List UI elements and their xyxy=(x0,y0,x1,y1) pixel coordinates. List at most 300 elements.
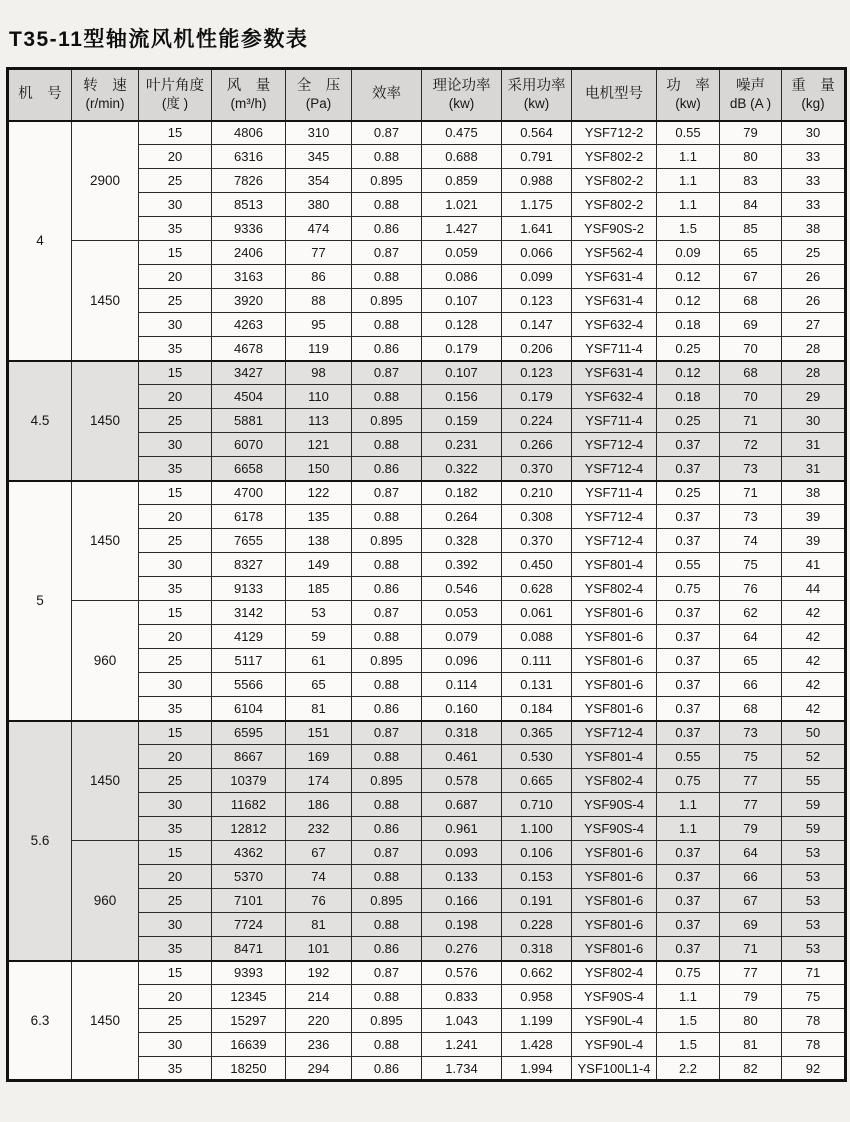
cell-machine-no: 4 xyxy=(8,121,72,361)
cell-theoretical-power: 1.241 xyxy=(422,1033,502,1057)
cell-adopted-power: 0.662 xyxy=(502,961,572,985)
cell-noise: 73 xyxy=(720,457,782,481)
cell-total-pressure: 294 xyxy=(286,1057,352,1081)
cell-theoretical-power: 1.021 xyxy=(422,193,502,217)
col-header-noise xyxy=(720,69,782,121)
cell-theoretical-power: 0.475 xyxy=(422,121,502,145)
cell-total-pressure: 101 xyxy=(286,937,352,961)
cell-weight: 53 xyxy=(782,841,846,865)
cell-motor-model: YSF801-6 xyxy=(572,841,657,865)
cell-weight: 30 xyxy=(782,409,846,433)
cell-noise: 68 xyxy=(720,289,782,313)
cell-blade-angle: 20 xyxy=(139,745,212,769)
cell-noise: 71 xyxy=(720,937,782,961)
cell-theoretical-power: 0.276 xyxy=(422,937,502,961)
cell-motor-model: YSF90S-4 xyxy=(572,985,657,1009)
cell-motor-power: 0.37 xyxy=(657,505,720,529)
cell-motor-power: 0.12 xyxy=(657,289,720,313)
cell-blade-angle: 30 xyxy=(139,553,212,577)
cell-motor-model: YSF631-4 xyxy=(572,289,657,313)
cell-theoretical-power: 0.179 xyxy=(422,337,502,361)
cell-weight: 31 xyxy=(782,457,846,481)
cell-efficiency: 0.87 xyxy=(352,961,422,985)
cell-adopted-power: 1.100 xyxy=(502,817,572,841)
cell-noise: 76 xyxy=(720,577,782,601)
cell-adopted-power: 0.958 xyxy=(502,985,572,1009)
header-line: 噪声 xyxy=(736,77,765,94)
cell-efficiency: 0.86 xyxy=(352,457,422,481)
cell-blade-angle: 35 xyxy=(139,817,212,841)
cell-motor-model: YSF802-4 xyxy=(572,961,657,985)
cell-adopted-power: 0.665 xyxy=(502,769,572,793)
cell-efficiency: 0.88 xyxy=(352,265,422,289)
cell-theoretical-power: 0.107 xyxy=(422,361,502,385)
col-header-motor-model xyxy=(572,69,657,121)
table-row xyxy=(8,121,846,145)
cell-motor-model: YSF802-4 xyxy=(572,769,657,793)
cell-motor-power: 0.09 xyxy=(657,241,720,265)
cell-total-pressure: 122 xyxy=(286,481,352,505)
col-header-total-pressure xyxy=(286,69,352,121)
cell-total-pressure: 474 xyxy=(286,217,352,241)
header-line: 采用功率 xyxy=(507,77,566,94)
cell-air-volume: 5117 xyxy=(212,649,286,673)
cell-noise: 67 xyxy=(720,265,782,289)
cell-weight: 38 xyxy=(782,481,846,505)
cell-total-pressure: 67 xyxy=(286,841,352,865)
cell-weight: 52 xyxy=(782,745,846,769)
cell-total-pressure: 220 xyxy=(286,1009,352,1033)
cell-efficiency: 0.88 xyxy=(352,865,422,889)
cell-total-pressure: 86 xyxy=(286,265,352,289)
cell-theoretical-power: 0.322 xyxy=(422,457,502,481)
cell-air-volume: 12812 xyxy=(212,817,286,841)
cell-weight: 25 xyxy=(782,241,846,265)
cell-total-pressure: 138 xyxy=(286,529,352,553)
cell-speed: 1450 xyxy=(72,361,139,481)
cell-theoretical-power: 0.059 xyxy=(422,241,502,265)
header-line: 效率 xyxy=(372,86,401,103)
cell-speed: 960 xyxy=(72,841,139,961)
cell-weight: 78 xyxy=(782,1033,846,1057)
cell-noise: 73 xyxy=(720,505,782,529)
cell-theoretical-power: 0.093 xyxy=(422,841,502,865)
cell-noise: 77 xyxy=(720,961,782,985)
cell-total-pressure: 150 xyxy=(286,457,352,481)
cell-weight: 42 xyxy=(782,625,846,649)
cell-machine-no: 5 xyxy=(8,481,72,721)
cell-adopted-power: 1.199 xyxy=(502,1009,572,1033)
cell-air-volume: 7724 xyxy=(212,913,286,937)
cell-weight: 92 xyxy=(782,1057,846,1081)
cell-weight: 42 xyxy=(782,649,846,673)
cell-motor-model: YSF801-6 xyxy=(572,697,657,721)
cell-noise: 65 xyxy=(720,241,782,265)
header-line: (m³/h) xyxy=(230,95,267,111)
cell-air-volume: 8471 xyxy=(212,937,286,961)
cell-motor-model: YSF801-6 xyxy=(572,673,657,697)
cell-air-volume: 3163 xyxy=(212,265,286,289)
col-header-theoretical-power xyxy=(422,69,502,121)
cell-noise: 79 xyxy=(720,121,782,145)
cell-efficiency: 0.86 xyxy=(352,577,422,601)
cell-total-pressure: 53 xyxy=(286,601,352,625)
cell-blade-angle: 15 xyxy=(139,121,212,145)
cell-air-volume: 4700 xyxy=(212,481,286,505)
cell-weight: 27 xyxy=(782,313,846,337)
cell-blade-angle: 20 xyxy=(139,265,212,289)
cell-efficiency: 0.88 xyxy=(352,193,422,217)
cell-theoretical-power: 0.264 xyxy=(422,505,502,529)
table-row xyxy=(8,961,846,985)
cell-theoretical-power: 1.427 xyxy=(422,217,502,241)
cell-adopted-power: 0.088 xyxy=(502,625,572,649)
cell-efficiency: 0.86 xyxy=(352,817,422,841)
cell-total-pressure: 65 xyxy=(286,673,352,697)
cell-theoretical-power: 0.546 xyxy=(422,577,502,601)
cell-blade-angle: 35 xyxy=(139,937,212,961)
cell-motor-power: 0.37 xyxy=(657,865,720,889)
cell-adopted-power: 0.123 xyxy=(502,289,572,313)
cell-motor-power: 0.75 xyxy=(657,577,720,601)
cell-noise: 64 xyxy=(720,625,782,649)
cell-noise: 64 xyxy=(720,841,782,865)
header-line: (kw) xyxy=(523,95,550,111)
cell-total-pressure: 119 xyxy=(286,337,352,361)
cell-adopted-power: 0.147 xyxy=(502,313,572,337)
cell-motor-model: YSF801-6 xyxy=(572,913,657,937)
cell-motor-model: YSF712-4 xyxy=(572,457,657,481)
cell-motor-power: 0.37 xyxy=(657,457,720,481)
cell-weight: 31 xyxy=(782,433,846,457)
cell-blade-angle: 15 xyxy=(139,841,212,865)
cell-air-volume: 4678 xyxy=(212,337,286,361)
cell-efficiency: 0.87 xyxy=(352,361,422,385)
cell-blade-angle: 25 xyxy=(139,169,212,193)
cell-total-pressure: 135 xyxy=(286,505,352,529)
cell-noise: 80 xyxy=(720,1009,782,1033)
cell-theoretical-power: 0.053 xyxy=(422,601,502,625)
cell-adopted-power: 0.450 xyxy=(502,553,572,577)
cell-blade-angle: 25 xyxy=(139,889,212,913)
cell-noise: 79 xyxy=(720,985,782,1009)
cell-noise: 73 xyxy=(720,721,782,745)
cell-noise: 69 xyxy=(720,313,782,337)
cell-motor-model: YSF90S-2 xyxy=(572,217,657,241)
cell-motor-power: 0.37 xyxy=(657,625,720,649)
cell-motor-model: YSF802-2 xyxy=(572,193,657,217)
col-header-weight xyxy=(782,69,846,121)
cell-motor-power: 1.5 xyxy=(657,1009,720,1033)
header-line: (kw) xyxy=(448,95,475,111)
cell-air-volume: 15297 xyxy=(212,1009,286,1033)
cell-weight: 29 xyxy=(782,385,846,409)
cell-adopted-power: 0.370 xyxy=(502,529,572,553)
cell-theoretical-power: 0.328 xyxy=(422,529,502,553)
cell-blade-angle: 15 xyxy=(139,721,212,745)
cell-motor-model: YSF802-4 xyxy=(572,577,657,601)
cell-adopted-power: 0.099 xyxy=(502,265,572,289)
cell-blade-angle: 20 xyxy=(139,385,212,409)
cell-speed: 1450 xyxy=(72,721,139,841)
cell-theoretical-power: 0.160 xyxy=(422,697,502,721)
cell-efficiency: 0.88 xyxy=(352,625,422,649)
cell-blade-angle: 30 xyxy=(139,193,212,217)
cell-theoretical-power: 0.461 xyxy=(422,745,502,769)
cell-motor-model: YSF631-4 xyxy=(572,361,657,385)
cell-air-volume: 5370 xyxy=(212,865,286,889)
col-header-efficiency xyxy=(352,69,422,121)
cell-motor-model: YSF801-6 xyxy=(572,625,657,649)
cell-adopted-power: 0.184 xyxy=(502,697,572,721)
cell-speed: 1450 xyxy=(72,961,139,1081)
table-body xyxy=(8,121,846,1081)
cell-air-volume: 3920 xyxy=(212,289,286,313)
cell-motor-power: 2.2 xyxy=(657,1057,720,1081)
cell-adopted-power: 1.994 xyxy=(502,1057,572,1081)
cell-speed: 2900 xyxy=(72,121,139,241)
cell-machine-no: 5.6 xyxy=(8,721,72,961)
cell-total-pressure: 113 xyxy=(286,409,352,433)
cell-adopted-power: 0.210 xyxy=(502,481,572,505)
cell-motor-power: 1.1 xyxy=(657,169,720,193)
table-header-row xyxy=(8,69,846,121)
cell-machine-no: 4.5 xyxy=(8,361,72,481)
cell-motor-model: YSF801-4 xyxy=(572,745,657,769)
cell-efficiency: 0.88 xyxy=(352,673,422,697)
cell-weight: 71 xyxy=(782,961,846,985)
cell-total-pressure: 185 xyxy=(286,577,352,601)
cell-blade-angle: 15 xyxy=(139,241,212,265)
cell-motor-power: 0.25 xyxy=(657,409,720,433)
cell-adopted-power: 0.228 xyxy=(502,913,572,937)
cell-motor-power: 0.37 xyxy=(657,601,720,625)
cell-air-volume: 7826 xyxy=(212,169,286,193)
cell-motor-model: YSF712-4 xyxy=(572,721,657,745)
cell-total-pressure: 236 xyxy=(286,1033,352,1057)
cell-noise: 79 xyxy=(720,817,782,841)
cell-noise: 68 xyxy=(720,361,782,385)
cell-efficiency: 0.88 xyxy=(352,913,422,937)
cell-blade-angle: 15 xyxy=(139,961,212,985)
cell-weight: 53 xyxy=(782,937,846,961)
cell-weight: 59 xyxy=(782,817,846,841)
cell-blade-angle: 25 xyxy=(139,529,212,553)
cell-blade-angle: 20 xyxy=(139,145,212,169)
cell-noise: 82 xyxy=(720,1057,782,1081)
cell-air-volume: 7655 xyxy=(212,529,286,553)
cell-total-pressure: 310 xyxy=(286,121,352,145)
cell-efficiency: 0.88 xyxy=(352,985,422,1009)
cell-blade-angle: 20 xyxy=(139,985,212,1009)
cell-motor-power: 0.37 xyxy=(657,697,720,721)
cell-adopted-power: 0.061 xyxy=(502,601,572,625)
cell-noise: 80 xyxy=(720,145,782,169)
cell-total-pressure: 380 xyxy=(286,193,352,217)
cell-theoretical-power: 0.133 xyxy=(422,865,502,889)
cell-efficiency: 0.86 xyxy=(352,1057,422,1081)
cell-motor-model: YSF90S-4 xyxy=(572,793,657,817)
cell-weight: 39 xyxy=(782,505,846,529)
cell-motor-power: 0.37 xyxy=(657,841,720,865)
cell-total-pressure: 88 xyxy=(286,289,352,313)
cell-efficiency: 0.895 xyxy=(352,889,422,913)
cell-blade-angle: 35 xyxy=(139,337,212,361)
fan-performance-table xyxy=(6,67,847,1082)
cell-motor-power: 0.12 xyxy=(657,361,720,385)
cell-motor-power: 0.18 xyxy=(657,385,720,409)
cell-noise: 71 xyxy=(720,481,782,505)
cell-theoretical-power: 0.231 xyxy=(422,433,502,457)
cell-theoretical-power: 0.859 xyxy=(422,169,502,193)
col-header-adopted-power xyxy=(502,69,572,121)
cell-motor-power: 1.5 xyxy=(657,1033,720,1057)
cell-noise: 75 xyxy=(720,553,782,577)
cell-weight: 53 xyxy=(782,889,846,913)
cell-efficiency: 0.895 xyxy=(352,769,422,793)
cell-weight: 28 xyxy=(782,337,846,361)
cell-noise: 70 xyxy=(720,385,782,409)
col-header-air-volume xyxy=(212,69,286,121)
table-row xyxy=(8,721,846,745)
cell-motor-model: YSF90L-4 xyxy=(572,1033,657,1057)
cell-total-pressure: 121 xyxy=(286,433,352,457)
cell-blade-angle: 30 xyxy=(139,673,212,697)
cell-motor-model: YSF562-4 xyxy=(572,241,657,265)
header-line: 风 量 xyxy=(226,77,271,94)
cell-weight: 26 xyxy=(782,265,846,289)
cell-motor-model: YSF100L1-4 xyxy=(572,1057,657,1081)
cell-efficiency: 0.87 xyxy=(352,721,422,745)
header-line: (度 ) xyxy=(161,95,189,111)
cell-weight: 26 xyxy=(782,289,846,313)
cell-total-pressure: 151 xyxy=(286,721,352,745)
cell-weight: 53 xyxy=(782,865,846,889)
cell-air-volume: 5881 xyxy=(212,409,286,433)
cell-motor-power: 1.1 xyxy=(657,793,720,817)
cell-noise: 68 xyxy=(720,697,782,721)
cell-total-pressure: 110 xyxy=(286,385,352,409)
cell-motor-model: YSF712-4 xyxy=(572,505,657,529)
header-line: dB (A ) xyxy=(729,95,772,111)
cell-weight: 78 xyxy=(782,1009,846,1033)
cell-adopted-power: 0.153 xyxy=(502,865,572,889)
cell-machine-no: 6.3 xyxy=(8,961,72,1081)
cell-motor-power: 0.25 xyxy=(657,481,720,505)
cell-efficiency: 0.87 xyxy=(352,481,422,505)
cell-motor-model: YSF90S-4 xyxy=(572,817,657,841)
header-line: (kw) xyxy=(675,95,701,111)
cell-motor-power: 1.1 xyxy=(657,145,720,169)
cell-blade-angle: 15 xyxy=(139,481,212,505)
cell-total-pressure: 76 xyxy=(286,889,352,913)
cell-adopted-power: 0.628 xyxy=(502,577,572,601)
cell-noise: 72 xyxy=(720,433,782,457)
cell-total-pressure: 77 xyxy=(286,241,352,265)
cell-adopted-power: 0.123 xyxy=(502,361,572,385)
cell-motor-power: 0.37 xyxy=(657,889,720,913)
cell-air-volume: 4362 xyxy=(212,841,286,865)
cell-air-volume: 6658 xyxy=(212,457,286,481)
cell-air-volume: 4806 xyxy=(212,121,286,145)
cell-motor-model: YSF801-6 xyxy=(572,865,657,889)
cell-motor-power: 0.75 xyxy=(657,961,720,985)
cell-adopted-power: 0.988 xyxy=(502,169,572,193)
cell-total-pressure: 59 xyxy=(286,625,352,649)
header-line: 全 压 xyxy=(296,77,341,94)
cell-weight: 33 xyxy=(782,145,846,169)
header-line: 机 号 xyxy=(18,86,62,103)
cell-total-pressure: 81 xyxy=(286,697,352,721)
cell-efficiency: 0.86 xyxy=(352,217,422,241)
col-header-machine-no xyxy=(8,69,72,121)
header-line: 转 速 xyxy=(83,77,127,94)
cell-adopted-power: 0.791 xyxy=(502,145,572,169)
cell-theoretical-power: 0.687 xyxy=(422,793,502,817)
cell-blade-angle: 35 xyxy=(139,577,212,601)
cell-adopted-power: 0.131 xyxy=(502,673,572,697)
cell-air-volume: 3142 xyxy=(212,601,286,625)
cell-blade-angle: 35 xyxy=(139,1057,212,1081)
cell-air-volume: 2406 xyxy=(212,241,286,265)
cell-weight: 59 xyxy=(782,793,846,817)
table-row xyxy=(8,241,846,265)
cell-total-pressure: 149 xyxy=(286,553,352,577)
cell-weight: 30 xyxy=(782,121,846,145)
cell-noise: 74 xyxy=(720,529,782,553)
cell-efficiency: 0.87 xyxy=(352,241,422,265)
cell-blade-angle: 30 xyxy=(139,433,212,457)
cell-motor-model: YSF711-4 xyxy=(572,481,657,505)
cell-blade-angle: 20 xyxy=(139,505,212,529)
cell-theoretical-power: 0.128 xyxy=(422,313,502,337)
cell-noise: 70 xyxy=(720,337,782,361)
cell-theoretical-power: 0.107 xyxy=(422,289,502,313)
cell-motor-power: 1.1 xyxy=(657,193,720,217)
cell-theoretical-power: 0.096 xyxy=(422,649,502,673)
cell-efficiency: 0.88 xyxy=(352,1033,422,1057)
cell-motor-model: YSF801-6 xyxy=(572,601,657,625)
cell-motor-model: YSF632-4 xyxy=(572,385,657,409)
cell-blade-angle: 35 xyxy=(139,697,212,721)
cell-efficiency: 0.895 xyxy=(352,169,422,193)
cell-weight: 42 xyxy=(782,673,846,697)
cell-theoretical-power: 0.114 xyxy=(422,673,502,697)
header-line: (kg) xyxy=(801,95,825,111)
cell-motor-model: YSF711-4 xyxy=(572,337,657,361)
cell-efficiency: 0.88 xyxy=(352,433,422,457)
cell-adopted-power: 0.318 xyxy=(502,937,572,961)
cell-noise: 66 xyxy=(720,673,782,697)
cell-air-volume: 6316 xyxy=(212,145,286,169)
cell-theoretical-power: 0.198 xyxy=(422,913,502,937)
cell-blade-angle: 15 xyxy=(139,601,212,625)
cell-efficiency: 0.86 xyxy=(352,697,422,721)
cell-theoretical-power: 0.182 xyxy=(422,481,502,505)
cell-blade-angle: 25 xyxy=(139,409,212,433)
cell-air-volume: 18250 xyxy=(212,1057,286,1081)
cell-efficiency: 0.88 xyxy=(352,385,422,409)
cell-motor-power: 0.55 xyxy=(657,553,720,577)
cell-adopted-power: 0.179 xyxy=(502,385,572,409)
cell-noise: 85 xyxy=(720,217,782,241)
cell-blade-angle: 35 xyxy=(139,217,212,241)
cell-noise: 71 xyxy=(720,409,782,433)
cell-air-volume: 6595 xyxy=(212,721,286,745)
cell-air-volume: 6070 xyxy=(212,433,286,457)
cell-blade-angle: 25 xyxy=(139,649,212,673)
cell-adopted-power: 0.564 xyxy=(502,121,572,145)
